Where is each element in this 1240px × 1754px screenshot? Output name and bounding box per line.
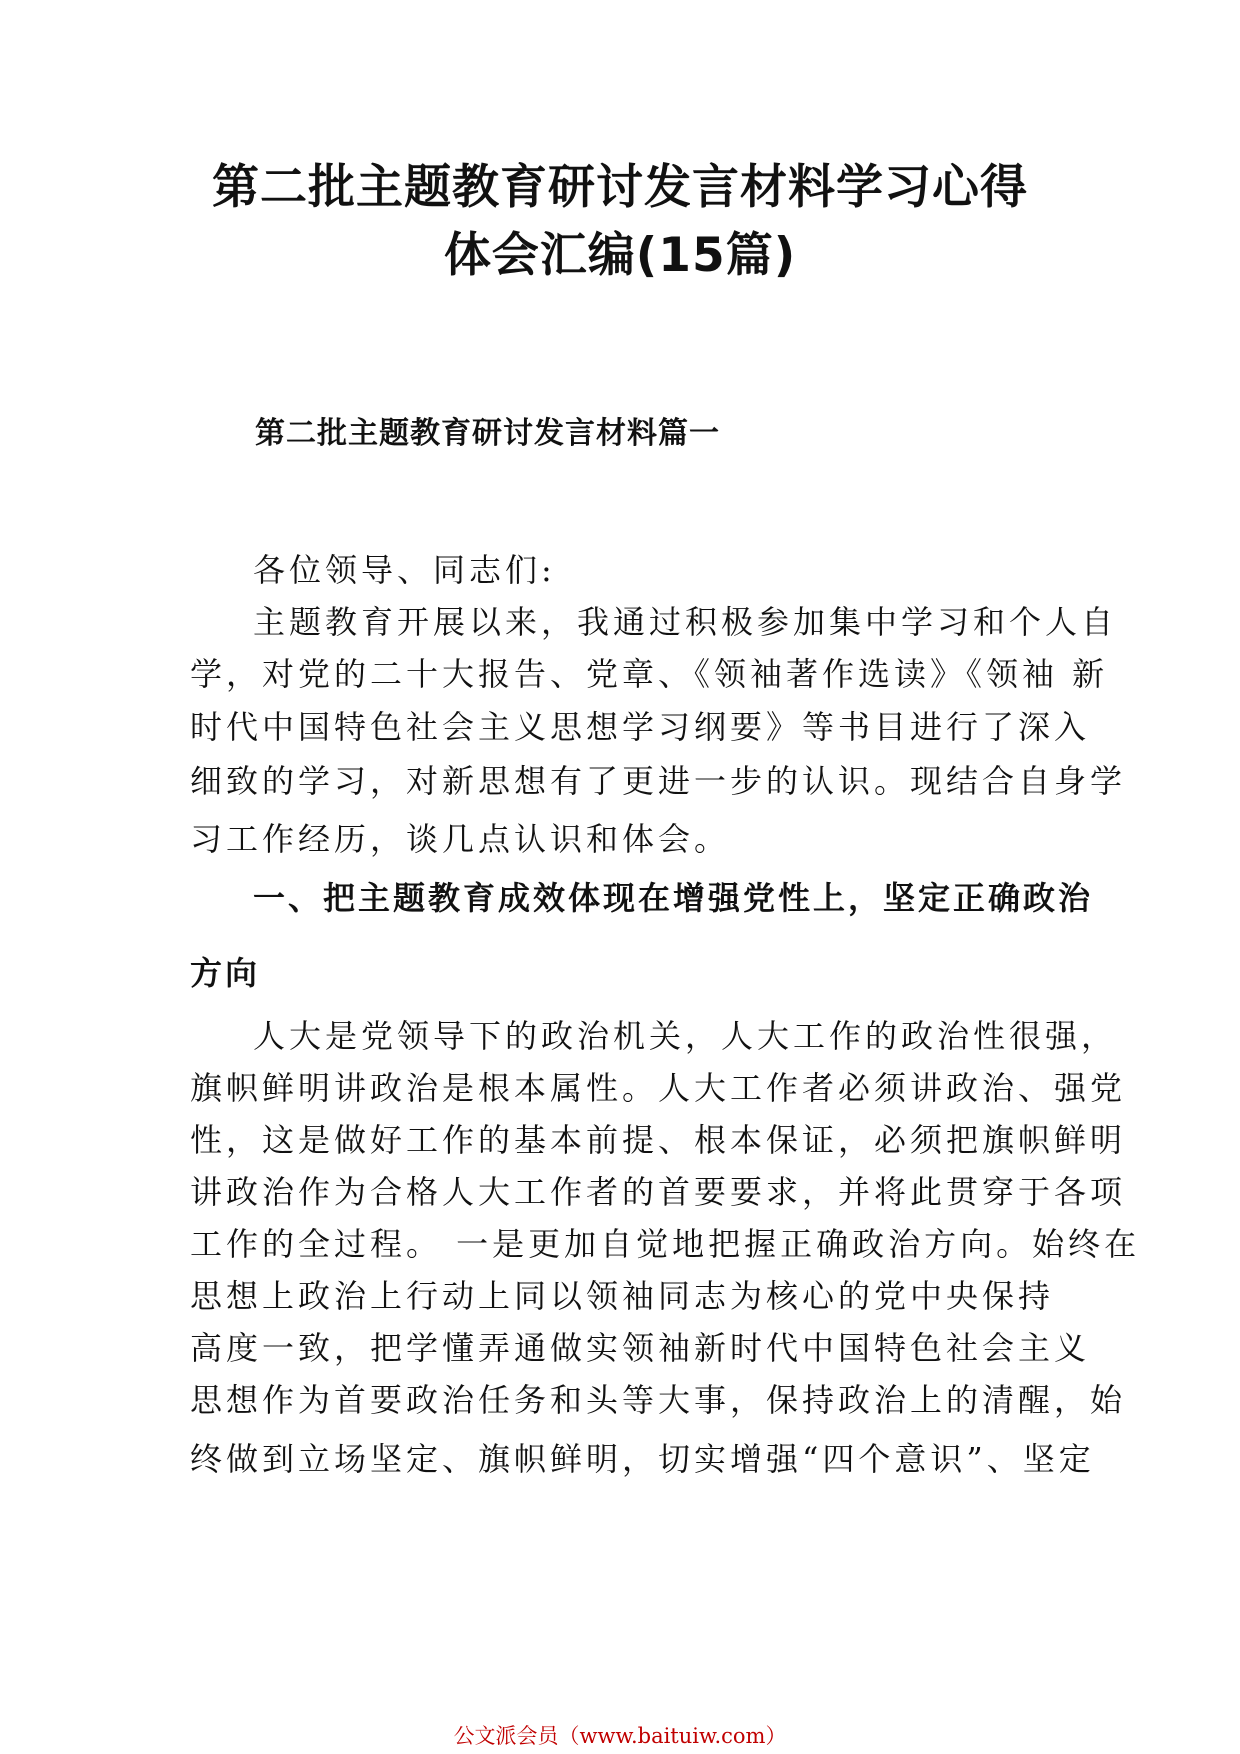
body-line: 主题教育开展以来，我通过积极参加集中学习和个人自: [253, 603, 1118, 641]
section-heading-continued: 方向: [190, 954, 261, 992]
body-line: 工作的全过程。 一是更加自觉地把握正确政治方向。始终在: [190, 1225, 1141, 1263]
body-line: 旗帜鲜明讲政治是根本属性。人大工作者必须讲政治、强党: [190, 1069, 1127, 1107]
document-title-line-1: 第二批主题教育研讨发言材料学习心得: [212, 160, 1028, 215]
body-line: 学，对党的二十大报告、党章、《领袖著作选读》《领袖 新: [190, 655, 1109, 693]
body-line: 思想上政治上行动上同以领袖同志为核心的党中央保持: [190, 1277, 1055, 1315]
body-line: 性，这是做好工作的基本前提、根本保证，必须把旗帜鲜明: [190, 1121, 1127, 1159]
section-heading: 一、把主题教育成效体现在增强党性上，坚定正确政治: [253, 879, 1094, 917]
salutation: 各位领导、同志们:: [253, 551, 556, 589]
body-line: 讲政治作为合格人大工作者的首要要求，并将此贯穿于各项: [190, 1173, 1127, 1211]
body-line: 细致的学习，对新思想有了更进一步的认识。现结合自身学: [190, 762, 1127, 800]
body-line: 终做到立场坚定、旗帜鲜明，切实增强“四个意识”、坚定: [190, 1440, 1095, 1478]
article-heading: 第二批主题教育研讨发言材料篇一: [255, 416, 720, 451]
body-line: 时代中国特色社会主义思想学习纲要》等书目进行了深入: [190, 708, 1091, 746]
body-line: 思想作为首要政治任务和头等大事，保持政治上的清醒，始: [190, 1381, 1127, 1419]
body-line: 高度一致，把学懂弄通做实领袖新时代中国特色社会主义: [190, 1329, 1091, 1367]
body-line: 习工作经历，谈几点认识和体会。: [190, 820, 731, 858]
document-title-line-2: 体会汇编(15篇): [443, 228, 797, 283]
footer-watermark-link[interactable]: 公文派会员（www.baituiw.com）: [453, 1724, 787, 1748]
body-line: 人大是党领导下的政治机关，人大工作的政治性很强，: [253, 1017, 1118, 1055]
